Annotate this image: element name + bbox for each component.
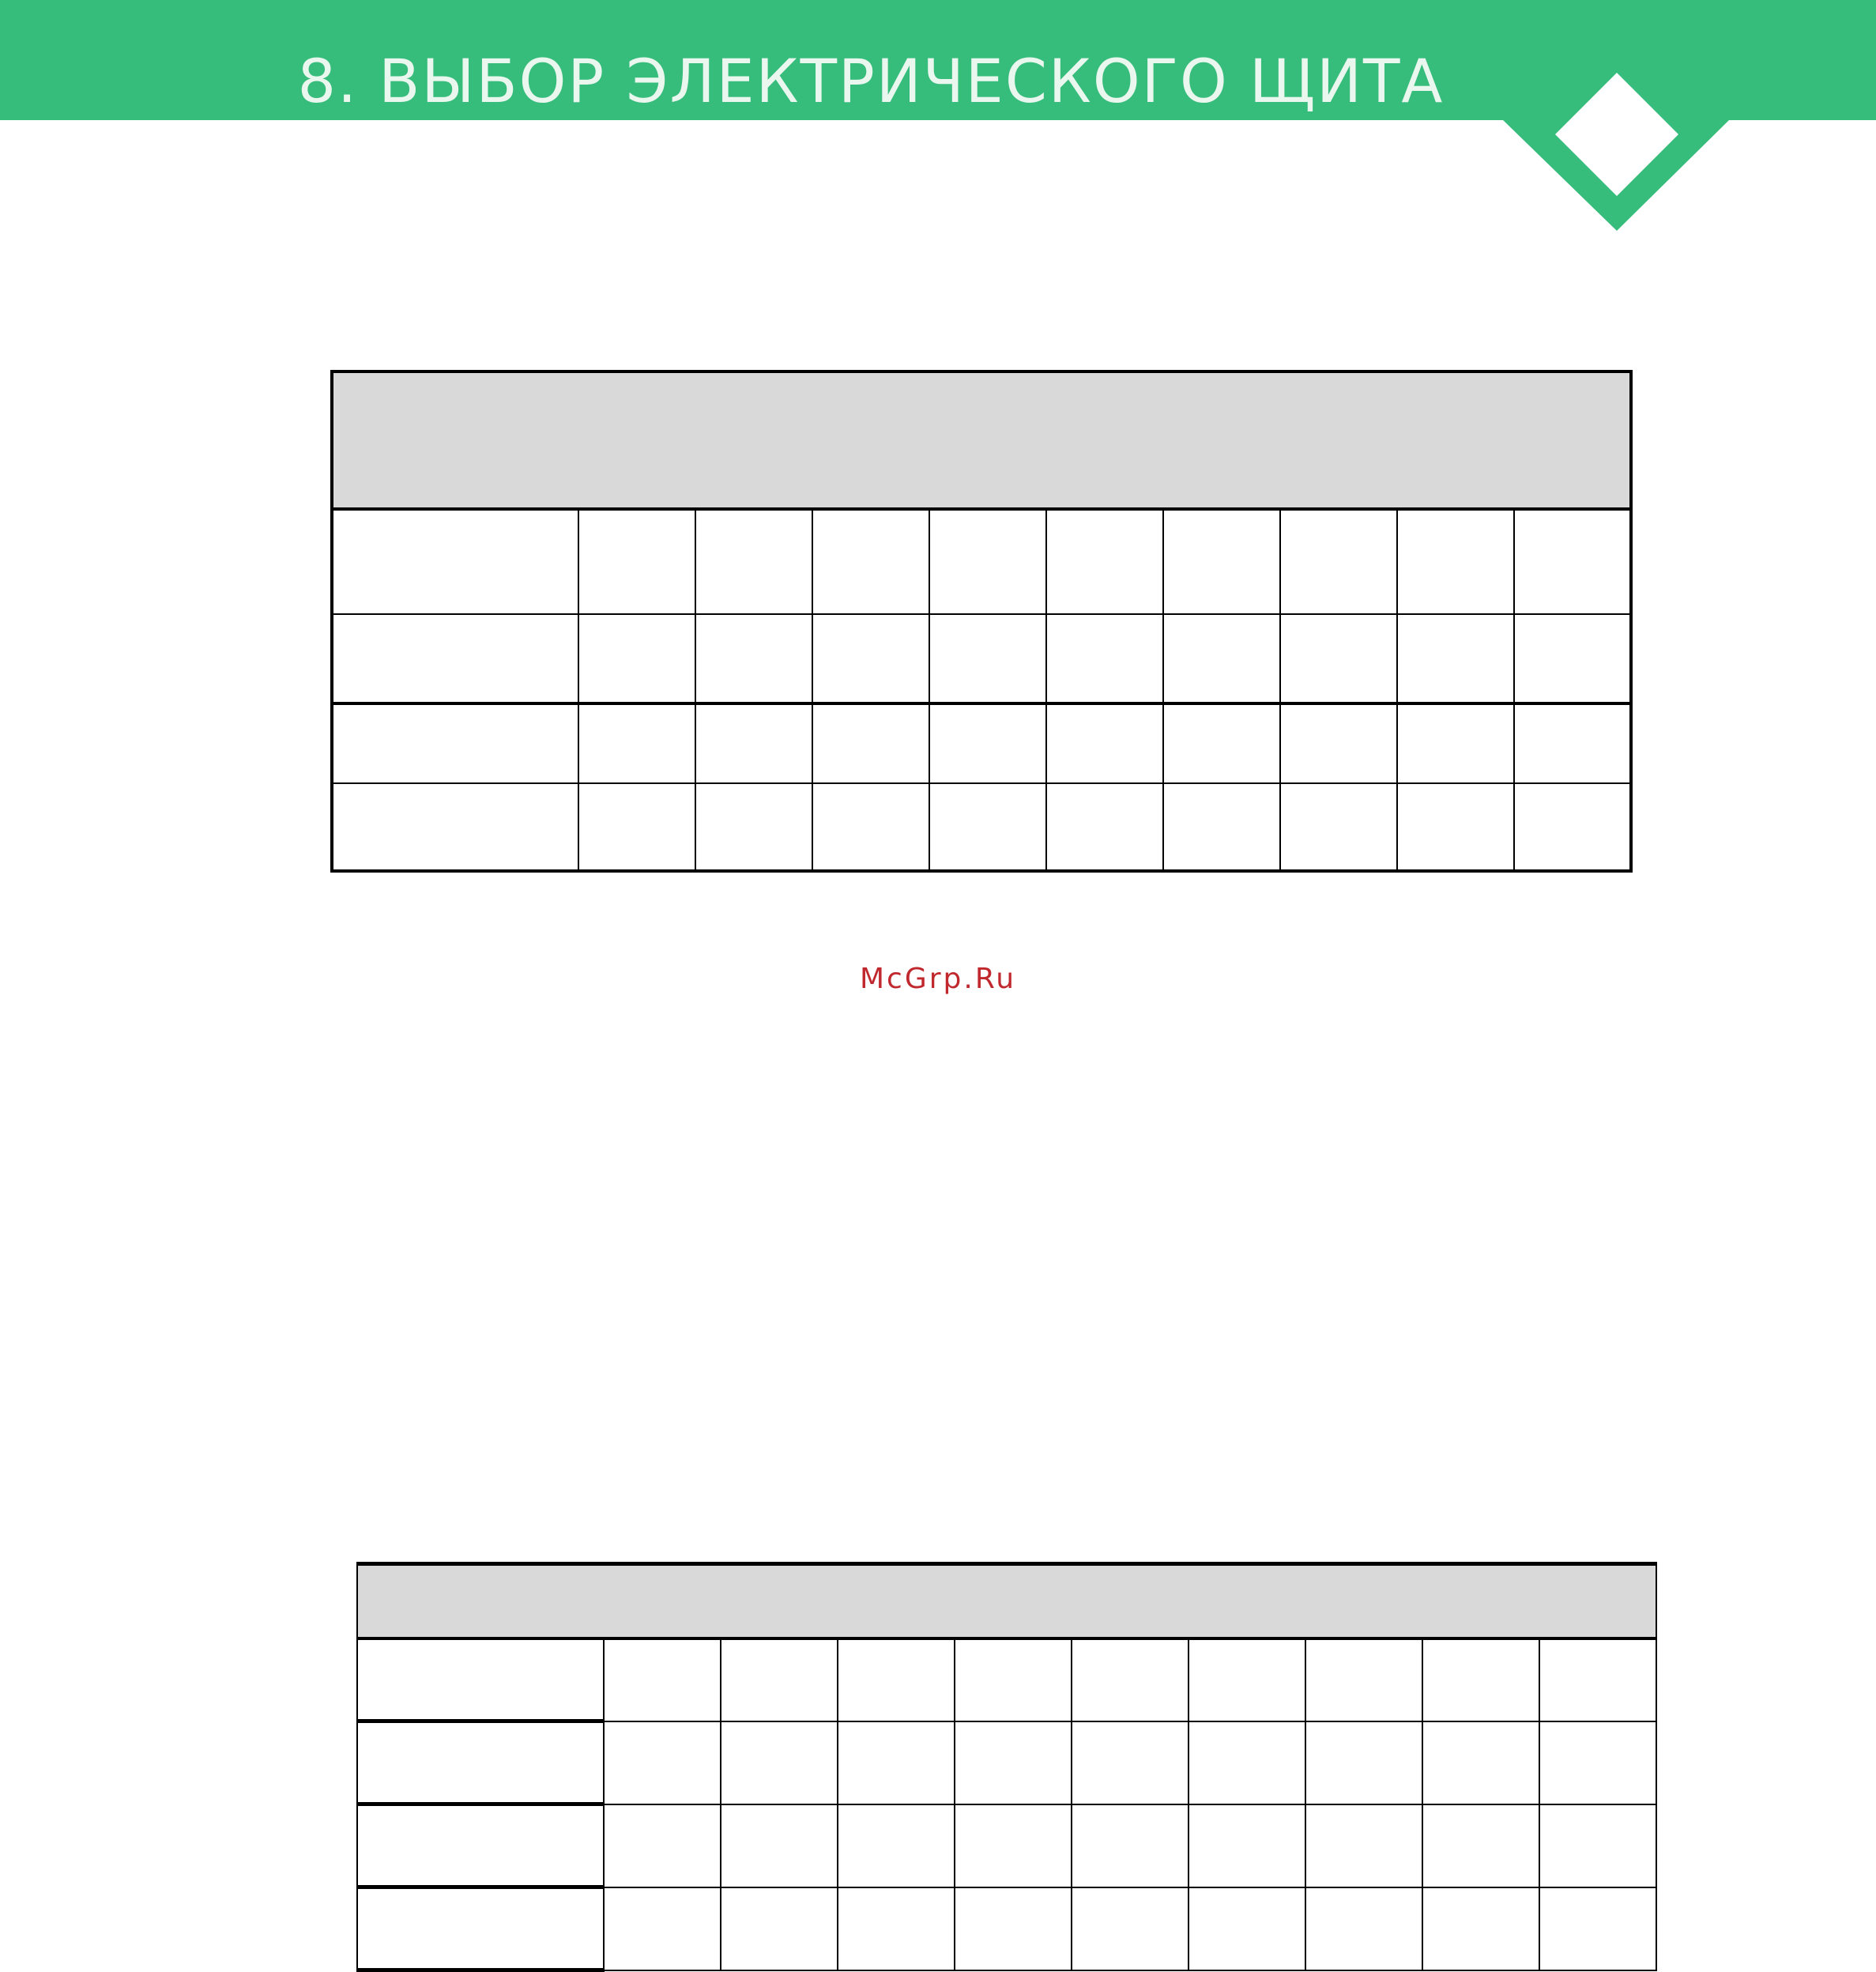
watermark-text: McGrp.Ru bbox=[859, 963, 1017, 995]
table-cell bbox=[929, 614, 1046, 703]
table-cell bbox=[1163, 703, 1280, 783]
table-cell bbox=[1514, 614, 1631, 703]
table-cell bbox=[1422, 1721, 1539, 1804]
table-cell bbox=[1539, 1638, 1656, 1721]
table-cell bbox=[721, 1804, 838, 1887]
page-title: 8. ВЫБОР ЭЛЕКТРИЧЕСКОГО ЩИТА bbox=[297, 46, 1445, 116]
table-cell bbox=[1280, 509, 1397, 614]
table-cell bbox=[838, 1721, 955, 1804]
table-cell bbox=[695, 703, 812, 783]
table-cell bbox=[721, 1721, 838, 1804]
table-cell bbox=[695, 783, 812, 871]
table-cell bbox=[1189, 1887, 1305, 1970]
table-cell bbox=[604, 1638, 721, 1721]
table-cell bbox=[604, 1804, 721, 1887]
table-cell bbox=[578, 614, 695, 703]
table-cell bbox=[695, 509, 812, 614]
table-cell bbox=[1397, 783, 1514, 871]
table-cell bbox=[1046, 703, 1163, 783]
table-row bbox=[332, 703, 1631, 783]
table-cell bbox=[1046, 783, 1163, 871]
table-cell bbox=[1514, 783, 1631, 871]
table-cell bbox=[695, 614, 812, 703]
table-cell bbox=[721, 1887, 838, 1970]
table-cell bbox=[1397, 614, 1514, 703]
table-cell bbox=[838, 1887, 955, 1970]
table-cell bbox=[578, 703, 695, 783]
table-cell bbox=[812, 783, 929, 871]
table-cell bbox=[955, 1804, 1072, 1887]
table-cell bbox=[332, 783, 578, 871]
table-cell bbox=[1046, 614, 1163, 703]
table-row bbox=[357, 1887, 1656, 1970]
table-cell bbox=[1280, 614, 1397, 703]
table-cell bbox=[604, 1887, 721, 1970]
table-cell bbox=[1305, 1721, 1422, 1804]
table-cell bbox=[1072, 1638, 1189, 1721]
table-cell bbox=[1514, 703, 1631, 783]
table-cell bbox=[357, 1638, 604, 1721]
table-cell bbox=[1397, 509, 1514, 614]
table-cell bbox=[812, 614, 929, 703]
table-cell bbox=[955, 1721, 1072, 1804]
table-cell bbox=[1280, 783, 1397, 871]
table-cell bbox=[1305, 1804, 1422, 1887]
table-cell bbox=[1189, 1721, 1305, 1804]
table-cell bbox=[1189, 1804, 1305, 1887]
table-cell bbox=[838, 1638, 955, 1721]
table-row bbox=[357, 1638, 1656, 1721]
table-cell bbox=[1163, 783, 1280, 871]
table-header bbox=[357, 1564, 1656, 1639]
table-row bbox=[357, 1721, 1656, 1804]
table-cell bbox=[1305, 1887, 1422, 1970]
table-cell bbox=[1539, 1887, 1656, 1970]
table-cell bbox=[1072, 1804, 1189, 1887]
table-cell bbox=[1189, 1638, 1305, 1721]
table-cell bbox=[332, 509, 578, 614]
table-cell bbox=[929, 703, 1046, 783]
table-cell bbox=[812, 703, 929, 783]
table-cell bbox=[1422, 1804, 1539, 1887]
table-cell bbox=[578, 509, 695, 614]
table-cell bbox=[332, 614, 578, 703]
table-cell bbox=[1397, 703, 1514, 783]
table-cell bbox=[929, 783, 1046, 871]
table-row bbox=[332, 509, 1631, 614]
table-cell bbox=[929, 509, 1046, 614]
table-cell bbox=[357, 1887, 604, 1970]
table-cell bbox=[1163, 509, 1280, 614]
table-cell bbox=[357, 1804, 604, 1887]
table-cell bbox=[1163, 614, 1280, 703]
table-cell bbox=[721, 1638, 838, 1721]
table-header bbox=[332, 371, 1631, 509]
table-cell bbox=[1514, 509, 1631, 614]
table-row bbox=[332, 783, 1631, 871]
table-cell bbox=[955, 1638, 1072, 1721]
table-row bbox=[332, 614, 1631, 703]
data-table-1 bbox=[330, 370, 1633, 873]
table-cell bbox=[812, 509, 929, 614]
table-cell bbox=[1422, 1638, 1539, 1721]
table-cell bbox=[838, 1804, 955, 1887]
table-cell bbox=[604, 1721, 721, 1804]
data-table-2 bbox=[356, 1562, 1657, 1972]
table-cell bbox=[1072, 1721, 1189, 1804]
table-cell bbox=[1539, 1804, 1656, 1887]
table-cell bbox=[1280, 703, 1397, 783]
table-cell bbox=[1046, 509, 1163, 614]
table-cell bbox=[1072, 1887, 1189, 1970]
table-cell bbox=[1422, 1887, 1539, 1970]
table-row bbox=[357, 1804, 1656, 1887]
table-cell bbox=[357, 1721, 604, 1804]
table-cell bbox=[578, 783, 695, 871]
table-cell bbox=[332, 703, 578, 783]
table-cell bbox=[1539, 1721, 1656, 1804]
table-cell bbox=[1305, 1638, 1422, 1721]
table-cell bbox=[955, 1887, 1072, 1970]
